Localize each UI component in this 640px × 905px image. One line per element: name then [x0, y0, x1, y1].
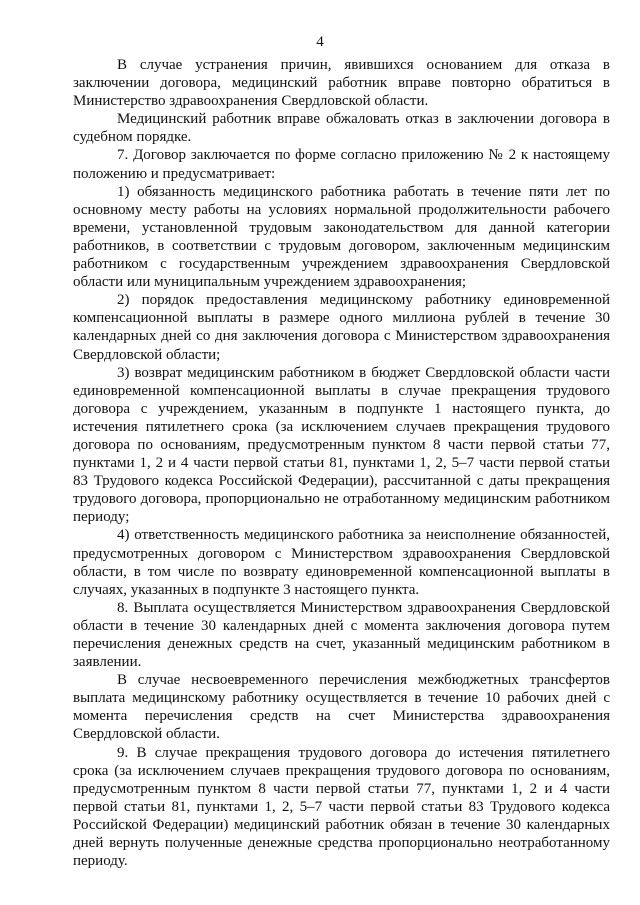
document-body	[73, 56, 610, 870]
paragraph-clause-8: 8. Выплата осуществляется Министерством здравоохранения Свердловской области в течение 30 календарных дней с момента заключения договора путем перечисления денежных средств на счет, указанный медицинским работником в заявлении.	[73, 599, 610, 671]
paragraph-clause-8-late-transfer: В случае несвоевременного перечисления межбюджетных трансфертов выплата медицинскому работнику осуществляется в течение 10 рабочих дней с момента перечисления средств на счет Министерства здравоохранения Свердловской области.	[73, 672, 610, 743]
paragraph-refusal-retry: В случае устранения причин, явившихся основанием для отказа в заключении договора, медицинский работник вправе повторно обратиться в Министерство здравоохранения Свердловской области.	[73, 57, 610, 110]
paragraph-refusal-appeal: Медицинский работник вправе обжаловать отказ в заключении договора в судебном порядке.	[73, 111, 610, 146]
page-number: 4	[316, 34, 324, 50]
paragraph-clause-9: 9. В случае прекращения трудового договора до истечения пятилетнего срока (за исключением случаев прекращения трудового договора по основаниям, предусмотренным пунктом 8 части первой статьи 77, пунктами 1, 2 и 4 части первой статьи 81, пунктами 1, 2, 5–7 части первой статьи 83 Трудового кодекса Российской Федерации) медицинский работник обязан в течение 30 календарных дней вернуть полученные денежные средства пропорционально неотработанному периоду.	[73, 744, 610, 870]
paragraph-clause-7: 7. Договор заключается по форме согласно приложению № 2 к настоящему положению и предусматривает:	[73, 147, 610, 182]
paragraph-clause-7-item-3: 3) возврат медицинским работником в бюджет Свердловской области части единовременной компенсационной выплаты в случае прекращения трудового договора с учреждением, указанным в подпункте 1 настоящего пункта, до истечения пятилетнего срока (за исключением случаев прекращения трудового договора по основаниям, предусмотренным пунктом 8 части первой статьи 77, пунктами 1, 2 и 4 части первой статьи 81, пунктами 1, 2, 5–7 части первой статьи 83 Трудового кодекса Российской Федерации), рассчитанной с даты прекращения трудового договора, пропорционально не отработанному медицинским работником периоду;	[73, 364, 610, 526]
paragraph-clause-7-item-2: 2) порядок предоставления медицинскому работнику единовременной компенсационной выплаты в размере одного миллиона рублей в течение 30 календарных дней со дня заключения договора с Министерством здравоохранения Свердловской области;	[73, 292, 610, 363]
paragraph-clause-7-item-4: 4) ответственность медицинского работника за неисполнение обязанностей, предусмотренных договором с Министерством здравоохранения Свердловской области, в том числе по возврату единовременной компенсационной выплаты в случаях, указанных в подпункте 3 настоящего пункта.	[73, 527, 610, 598]
paragraph-clause-7-item-1: 1) обязанность медицинского работника работать в течение пяти лет по основному месту работы на условиях нормальной продолжительности рабочего времени, установленной трудовым законодательством для данной категории работников, в соответствии с трудовым договором, заключенным медицинским работником с государственным учреждением здравоохранения Свердловской области или муниципальным учреждением здравоохранения;	[73, 183, 610, 291]
